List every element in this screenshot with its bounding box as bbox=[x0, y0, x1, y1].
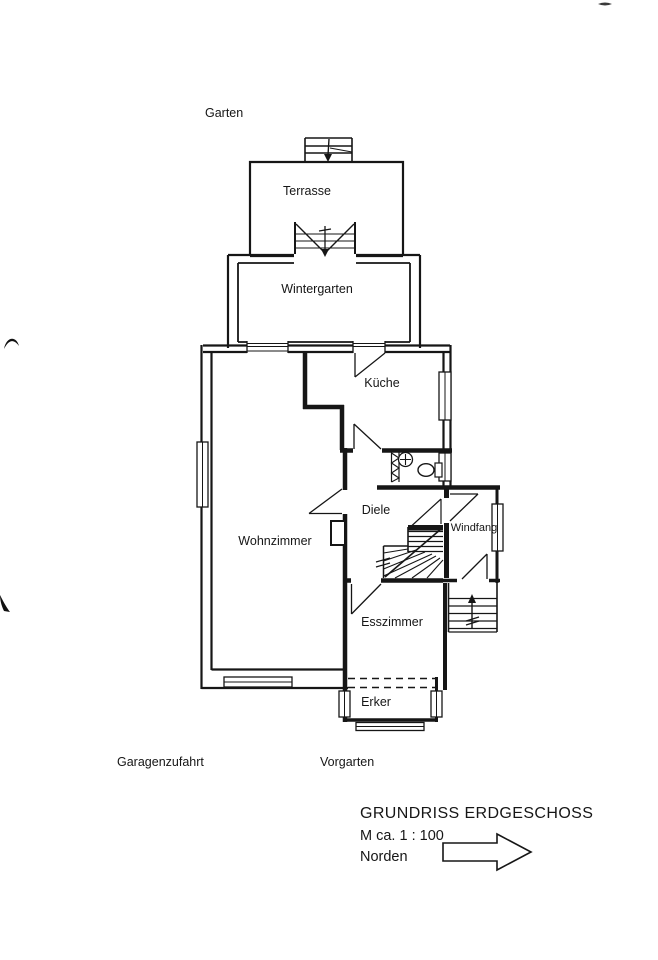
label-wintergarten: Wintergarten bbox=[281, 282, 353, 296]
erker-walls bbox=[345, 677, 438, 722]
scan-artifact-crescent-1 bbox=[4, 339, 19, 349]
label-kueche: Küche bbox=[364, 376, 400, 390]
north-label: Norden bbox=[360, 849, 408, 865]
wohnzimmer-door-swing bbox=[309, 489, 342, 514]
wc-door bbox=[392, 451, 400, 482]
erker-left-window bbox=[339, 691, 350, 717]
diele-windfang-door-swing-inner bbox=[412, 499, 441, 526]
kueche-walls bbox=[303, 352, 452, 451]
kueche-door-bottom-swing bbox=[354, 424, 381, 449]
label-wohnzimmer: Wohnzimmer bbox=[238, 534, 312, 548]
entry-steps bbox=[449, 583, 498, 632]
label-esszimmer: Esszimmer bbox=[361, 615, 423, 629]
erker-dashed-lines bbox=[348, 679, 436, 688]
north-arrow-icon bbox=[443, 834, 531, 870]
kueche-window bbox=[439, 372, 451, 420]
label-garten: Garten bbox=[205, 106, 244, 120]
wintergarten-walls bbox=[228, 255, 420, 348]
label-terrasse: Terrasse bbox=[283, 184, 331, 198]
esszimmer-door-swing bbox=[352, 584, 382, 614]
sink-symbol bbox=[399, 453, 413, 467]
chimney bbox=[331, 521, 345, 545]
label-vorgarten: Vorgarten bbox=[320, 755, 375, 769]
terrasse-walls bbox=[250, 162, 403, 256]
label-windfang: Windfang bbox=[450, 522, 498, 534]
staircase bbox=[376, 527, 443, 578]
front-door-swing bbox=[462, 554, 487, 579]
plan-scale: M ca. 1 : 100 bbox=[360, 828, 444, 844]
windfang-door-swing bbox=[450, 494, 478, 521]
bottom-wall-window bbox=[224, 677, 292, 687]
label-garagenzufahrt: Garagenzufahrt bbox=[117, 755, 204, 769]
staircase-arrow-bar bbox=[408, 525, 443, 531]
scan-artifact-smudge bbox=[598, 3, 612, 6]
terrace-door-arrowhead bbox=[321, 249, 329, 257]
label-erker: Erker bbox=[361, 695, 391, 709]
left-wall-window bbox=[197, 442, 208, 507]
scan-artifact-crescent-2 bbox=[0, 595, 10, 612]
house-left-wall bbox=[202, 345, 212, 689]
label-diele: Diele bbox=[361, 503, 391, 517]
kueche-door-top-swing bbox=[355, 353, 385, 377]
terrace-steps-arrowhead bbox=[324, 154, 332, 162]
plan-title: GRUNDRISS ERDGESCHOSS bbox=[360, 805, 594, 822]
erker-right-window bbox=[431, 691, 442, 717]
toilet-symbol bbox=[418, 463, 442, 477]
erker-sill bbox=[356, 723, 424, 731]
